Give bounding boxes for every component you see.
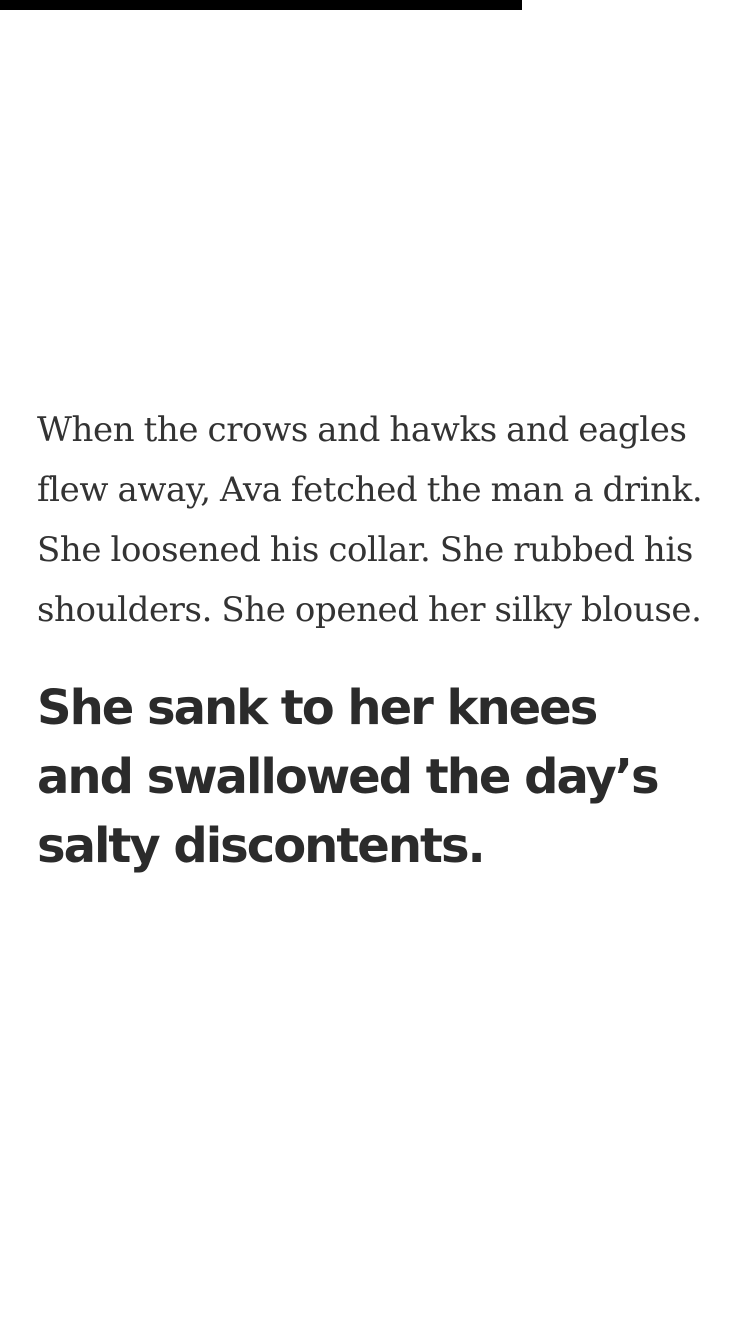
reading-progress-fill <box>0 0 522 10</box>
story-content <box>37 400 717 881</box>
pull-quote: She sank to her knees and swallowed the day’s salty discontents. <box>37 680 658 874</box>
story-paragraph: When the crows and hawks and eagles flew away, Ava fetched the man a drink. She loosened his collar. She rubbed his shoulders. She opened her silky blouse. <box>37 410 703 630</box>
reading-progress-bar <box>0 0 750 10</box>
